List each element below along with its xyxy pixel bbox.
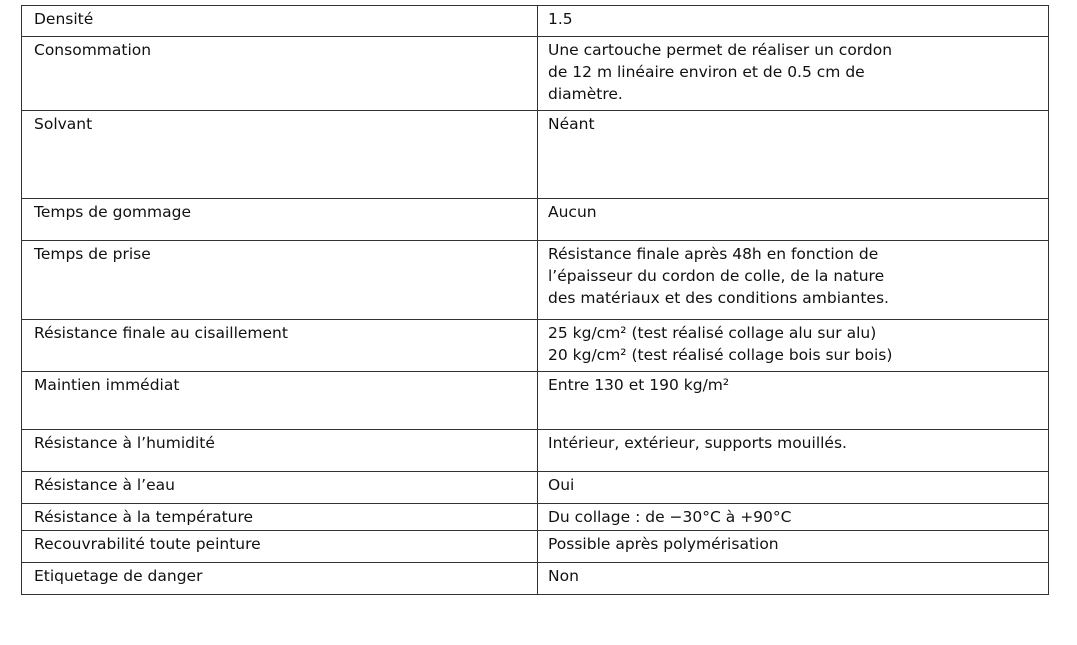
property-value-line: Intérieur, extérieur, supports mouillés. bbox=[548, 434, 847, 452]
property-value-line: l’épaisseur du cordon de colle, de la nature bbox=[548, 267, 885, 285]
table-row bbox=[22, 531, 1049, 563]
property-value bbox=[538, 563, 1049, 595]
property-value-line: Possible après polymérisation bbox=[548, 535, 779, 553]
property-value bbox=[538, 430, 1049, 472]
property-label: Temps de gommage bbox=[22, 199, 538, 241]
property-value bbox=[538, 320, 1049, 372]
property-value bbox=[538, 241, 1049, 320]
table-row bbox=[22, 111, 1049, 199]
property-value bbox=[538, 372, 1049, 430]
property-value-line: de 12 m linéaire environ et de 0.5 cm de bbox=[548, 63, 865, 81]
property-value bbox=[538, 531, 1049, 563]
property-label: Résistance à la température bbox=[22, 504, 538, 531]
property-value-line: Une cartouche permet de réaliser un cordon bbox=[548, 41, 893, 59]
property-label: Densité bbox=[22, 6, 538, 37]
property-label: Temps de prise bbox=[22, 241, 538, 320]
property-value bbox=[538, 37, 1049, 111]
property-label: Etiquetage de danger bbox=[22, 563, 538, 595]
property-value bbox=[538, 111, 1049, 199]
table-row bbox=[22, 320, 1049, 372]
property-label: Résistance à l’eau bbox=[22, 472, 538, 504]
specifications-table bbox=[21, 5, 1049, 595]
property-label: Solvant bbox=[22, 111, 538, 199]
property-value bbox=[538, 472, 1049, 504]
table-row bbox=[22, 37, 1049, 111]
table-row bbox=[22, 6, 1049, 37]
property-value-line: Résistance finale après 48h en fonction de bbox=[548, 245, 879, 263]
table-row bbox=[22, 430, 1049, 472]
property-value bbox=[538, 199, 1049, 241]
table-row bbox=[22, 472, 1049, 504]
property-label: Maintien immédiat bbox=[22, 372, 538, 430]
property-value-line: 25 kg/cm² (test réalisé collage alu sur alu) bbox=[548, 324, 877, 342]
property-value-line: Entre 130 et 190 kg/m² bbox=[548, 376, 730, 394]
property-label: Résistance à l’humidité bbox=[22, 430, 538, 472]
property-value-line: 20 kg/cm² (test réalisé collage bois sur bois) bbox=[548, 346, 893, 364]
table-row bbox=[22, 372, 1049, 430]
property-value-line: des matériaux et des conditions ambiantes. bbox=[548, 289, 889, 307]
property-label: Recouvrabilité toute peinture bbox=[22, 531, 538, 563]
property-value-line: 1.5 bbox=[548, 10, 573, 28]
table-row bbox=[22, 504, 1049, 531]
property-value bbox=[538, 504, 1049, 531]
property-value-line: Du collage : de −30°C à +90°C bbox=[548, 508, 792, 526]
property-value-line: Oui bbox=[548, 476, 575, 494]
property-value-line: diamètre. bbox=[548, 85, 623, 103]
table-row bbox=[22, 199, 1049, 241]
property-value bbox=[538, 6, 1049, 37]
property-value-line: Néant bbox=[548, 115, 595, 133]
property-value-line: Aucun bbox=[548, 203, 597, 221]
table-row bbox=[22, 241, 1049, 320]
property-label: Résistance finale au cisaillement bbox=[22, 320, 538, 372]
property-label: Consommation bbox=[22, 37, 538, 111]
table-row bbox=[22, 563, 1049, 595]
property-value-line: Non bbox=[548, 567, 579, 585]
